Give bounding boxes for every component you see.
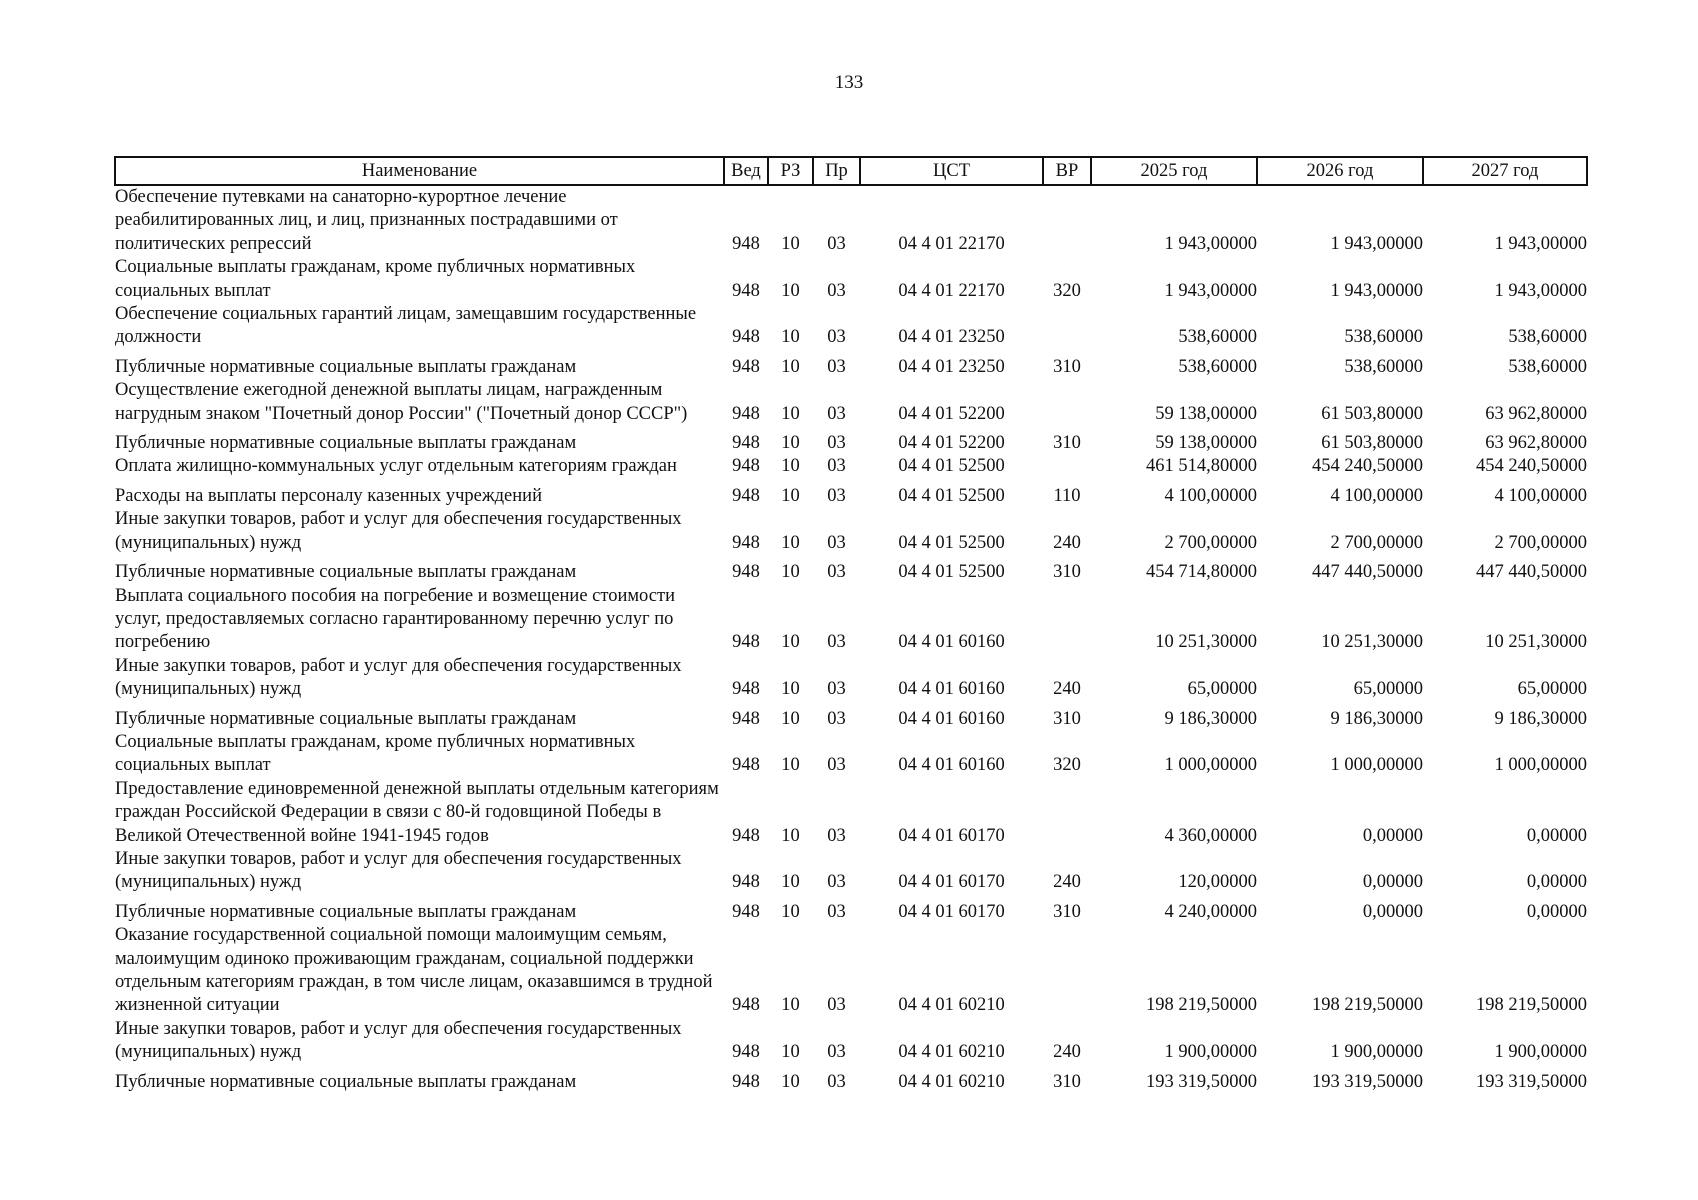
row-cst: 04 4 01 23250	[898, 356, 1005, 377]
row-2027: 193 319,50000	[1476, 1071, 1587, 1092]
row-rz: 10	[781, 280, 800, 301]
row-pr: 03	[827, 679, 846, 700]
row-cst: 04 4 01 60160	[898, 755, 1005, 776]
row-name: Социальные выплаты гражданам, кроме публичных нормативных социальных выплат	[115, 731, 636, 776]
row-2027: 9 186,30000	[1494, 708, 1587, 729]
row-pr: 03	[827, 233, 846, 254]
header-name: Наименование	[115, 157, 724, 185]
row-2026: 4 100,00000	[1330, 485, 1423, 506]
row-cst: 04 4 01 52500	[898, 562, 1005, 583]
row-2027: 4 100,00000	[1494, 485, 1587, 506]
header-cst: ЦСТ	[860, 157, 1043, 185]
header-2025: 2025 год	[1091, 157, 1257, 185]
row-vr	[1043, 379, 1091, 426]
row-2027: 454 240,50000	[1476, 456, 1587, 477]
table-row	[115, 426, 1587, 455]
row-2026: 10 251,30000	[1321, 632, 1423, 653]
row-2027: 0,00000	[1526, 825, 1587, 846]
row-cst: 04 4 01 60160	[898, 708, 1005, 729]
row-vr: 240	[1053, 1042, 1081, 1063]
row-rz: 10	[781, 632, 800, 653]
row-name: Публичные нормативные социальные выплаты гражданам	[115, 1071, 577, 1092]
table-row	[115, 1018, 1587, 1065]
row-rz: 10	[781, 1042, 800, 1063]
row-2025: 4 100,00000	[1164, 485, 1257, 506]
row-2026: 454 240,50000	[1312, 456, 1423, 477]
row-pr: 03	[827, 356, 846, 377]
row-cst: 04 4 01 60160	[898, 679, 1005, 700]
row-2025: 4 240,00000	[1164, 901, 1257, 922]
row-vr: 110	[1053, 485, 1081, 506]
row-cst: 04 4 01 60210	[898, 1071, 1005, 1092]
row-name: Публичные нормативные социальные выплаты гражданам	[115, 708, 577, 729]
row-pr: 03	[827, 403, 846, 424]
row-vr: 240	[1053, 532, 1081, 553]
row-ved: 948	[732, 356, 760, 377]
row-2026: 0,00000	[1362, 872, 1423, 893]
header-row	[115, 157, 1587, 185]
row-2026: 198 219,50000	[1312, 995, 1423, 1016]
row-vr: 310	[1053, 562, 1081, 583]
row-2025: 4 360,00000	[1164, 825, 1257, 846]
row-2025: 59 138,00000	[1155, 433, 1257, 454]
row-pr: 03	[827, 1071, 846, 1092]
row-rz: 10	[781, 872, 800, 893]
row-vr: 320	[1053, 755, 1081, 776]
row-pr: 03	[827, 456, 846, 477]
row-cst: 04 4 01 60170	[898, 825, 1005, 846]
row-2025: 1 000,00000	[1164, 755, 1257, 776]
row-2027: 538,60000	[1508, 327, 1587, 348]
row-name: Выплата социального пособия на погребение и возмещение стоимости услуг, предоставляемых согласно гарантированному перечню услуг по погребению	[115, 585, 675, 653]
row-name: Обеспечение путевками на санаторно-курортное лечение реабилитированных лиц, и лиц, признанных пострадавшими от политических репрессий	[115, 187, 618, 254]
row-vr	[1043, 778, 1091, 848]
row-2027: 65,00000	[1517, 679, 1587, 700]
row-pr: 03	[827, 485, 846, 506]
row-2027: 447 440,50000	[1476, 562, 1587, 583]
row-2025: 1 943,00000	[1164, 233, 1257, 254]
row-vr: 310	[1053, 708, 1081, 729]
row-rz: 10	[781, 532, 800, 553]
header-pr: Пр	[813, 157, 860, 185]
table-row	[115, 655, 1587, 702]
row-pr: 03	[827, 562, 846, 583]
row-vr	[1043, 585, 1091, 655]
row-rz: 10	[781, 679, 800, 700]
row-2026: 1 943,00000	[1330, 280, 1423, 301]
row-2026: 0,00000	[1362, 825, 1423, 846]
table-row	[115, 508, 1587, 555]
row-pr: 03	[827, 755, 846, 776]
row-pr: 03	[827, 901, 846, 922]
row-2025: 454 714,80000	[1146, 562, 1257, 583]
row-cst: 04 4 01 60170	[898, 872, 1005, 893]
row-ved: 948	[732, 280, 760, 301]
row-cst: 04 4 01 52500	[898, 532, 1005, 553]
row-cst: 04 4 01 60170	[898, 901, 1005, 922]
row-rz: 10	[781, 1071, 800, 1092]
table-row	[115, 924, 1587, 1018]
row-name: Иные закупки товаров, работ и услуг для обеспечения государственных (муниципальных) нужд	[115, 655, 682, 700]
row-2027: 2 700,00000	[1494, 532, 1587, 553]
table-row	[115, 702, 1587, 731]
table-row	[115, 455, 1587, 478]
header-2026: 2026 год	[1257, 157, 1423, 185]
row-2025: 193 319,50000	[1146, 1071, 1257, 1092]
row-rz: 10	[781, 233, 800, 254]
row-2025: 9 186,30000	[1164, 708, 1257, 729]
row-2027: 10 251,30000	[1485, 632, 1587, 653]
row-ved: 948	[732, 679, 760, 700]
row-ved: 948	[732, 632, 760, 653]
row-rz: 10	[781, 562, 800, 583]
row-cst: 04 4 01 60210	[898, 995, 1005, 1016]
row-2027: 1 900,00000	[1494, 1042, 1587, 1063]
row-2025: 2 700,00000	[1164, 532, 1257, 553]
row-2025: 538,60000	[1178, 356, 1257, 377]
row-ved: 948	[732, 233, 760, 254]
row-name: Публичные нормативные социальные выплаты гражданам	[115, 356, 577, 377]
row-vr: 240	[1053, 872, 1081, 893]
row-cst: 04 4 01 52200	[898, 433, 1005, 454]
row-2027: 1 943,00000	[1494, 233, 1587, 254]
row-2027: 0,00000	[1526, 872, 1587, 893]
row-2026: 1 000,00000	[1330, 755, 1423, 776]
row-pr: 03	[827, 280, 846, 301]
row-ved: 948	[732, 995, 760, 1016]
table-row	[115, 585, 1587, 655]
table-row	[115, 379, 1587, 426]
row-vr: 310	[1053, 433, 1081, 454]
row-name: Иные закупки товаров, работ и услуг для обеспечения государственных (муниципальных) нужд	[115, 848, 682, 893]
row-2027: 538,60000	[1508, 356, 1587, 377]
row-cst: 04 4 01 52500	[898, 485, 1005, 506]
header-rz: РЗ	[768, 157, 813, 185]
row-rz: 10	[781, 403, 800, 424]
row-ved: 948	[732, 562, 760, 583]
row-2025: 1 900,00000	[1164, 1042, 1257, 1063]
row-ved: 948	[732, 485, 760, 506]
row-vr: 320	[1053, 280, 1081, 301]
table-row	[115, 350, 1587, 379]
table-row	[115, 479, 1587, 508]
row-vr	[1043, 303, 1091, 350]
row-rz: 10	[781, 901, 800, 922]
row-vr: 310	[1053, 901, 1081, 922]
header-ved: Вед	[724, 157, 768, 185]
row-ved: 948	[732, 901, 760, 922]
row-pr: 03	[827, 995, 846, 1016]
row-2026: 61 503,80000	[1321, 433, 1423, 454]
row-2025: 59 138,00000	[1155, 403, 1257, 424]
row-pr: 03	[827, 532, 846, 553]
row-2026: 2 700,00000	[1330, 532, 1423, 553]
row-cst: 04 4 01 52500	[898, 456, 1005, 477]
row-name: Оказание государственной социальной помощи малоимущим семьям, малоимущим одиноко проживающим гражданам, социальной поддержки отдельным категориям граждан, в том числе лицам, оказавшимся в трудной жизненной ситуации	[115, 925, 713, 1016]
row-ved: 948	[732, 433, 760, 454]
table-row	[115, 256, 1587, 303]
header-vr: ВР	[1043, 157, 1091, 185]
row-2026: 61 503,80000	[1321, 403, 1423, 424]
row-cst: 04 4 01 52200	[898, 403, 1005, 424]
row-2027: 198 219,50000	[1476, 995, 1587, 1016]
row-cst: 04 4 01 22170	[898, 280, 1005, 301]
row-vr: 240	[1053, 679, 1081, 700]
row-name: Публичные нормативные социальные выплаты гражданам	[115, 562, 577, 583]
row-ved: 948	[732, 825, 760, 846]
row-ved: 948	[732, 755, 760, 776]
row-2025: 10 251,30000	[1155, 632, 1257, 653]
row-2026: 1 900,00000	[1330, 1042, 1423, 1063]
row-rz: 10	[781, 995, 800, 1016]
row-2026: 9 186,30000	[1330, 708, 1423, 729]
row-2026: 538,60000	[1344, 327, 1423, 348]
row-rz: 10	[781, 755, 800, 776]
row-name: Предоставление единовременной денежной выплаты отдельным категориям граждан Российской Федерации в связи с 80-й годовщиной Победы в Великой Отечественной войне 1941-1945 годов	[115, 778, 719, 846]
row-2027: 1 943,00000	[1494, 280, 1587, 301]
row-2025: 1 943,00000	[1164, 280, 1257, 301]
table-row	[115, 555, 1587, 584]
row-ved: 948	[732, 1042, 760, 1063]
row-2025: 538,60000	[1178, 327, 1257, 348]
header-2027: 2027 год	[1423, 157, 1587, 185]
row-cst: 04 4 01 22170	[898, 233, 1005, 254]
row-2025: 461 514,80000	[1146, 456, 1257, 477]
row-rz: 10	[781, 456, 800, 477]
row-pr: 03	[827, 708, 846, 729]
row-ved: 948	[732, 532, 760, 553]
row-rz: 10	[781, 485, 800, 506]
row-2027: 1 000,00000	[1494, 755, 1587, 776]
row-name: Иные закупки товаров, работ и услуг для обеспечения государственных (муниципальных) нужд	[115, 1018, 682, 1063]
row-ved: 948	[732, 708, 760, 729]
table-header	[115, 157, 1587, 185]
row-name: Оплата жилищно-коммунальных услуг отдельным категориям граждан	[115, 456, 677, 477]
table-row	[115, 303, 1587, 350]
row-name: Иные закупки товаров, работ и услуг для обеспечения государственных (муниципальных) нужд	[115, 509, 682, 553]
row-name: Публичные нормативные социальные выплаты гражданам	[115, 901, 577, 922]
row-rz: 10	[781, 356, 800, 377]
row-2026: 193 319,50000	[1312, 1071, 1423, 1092]
row-2025: 198 219,50000	[1146, 995, 1257, 1016]
row-name: Публичные нормативные социальные выплаты гражданам	[115, 433, 577, 454]
budget-table	[114, 156, 1588, 1094]
row-vr: 310	[1053, 356, 1081, 377]
row-rz: 10	[781, 825, 800, 846]
row-pr: 03	[827, 1042, 846, 1063]
row-2025: 120,00000	[1178, 872, 1257, 893]
row-pr: 03	[827, 632, 846, 653]
row-pr: 03	[827, 825, 846, 846]
row-cst: 04 4 01 60160	[898, 632, 1005, 653]
row-2027: 63 962,80000	[1485, 433, 1587, 454]
row-2027: 63 962,80000	[1485, 403, 1587, 424]
row-2026: 1 943,00000	[1330, 233, 1423, 254]
row-ved: 948	[732, 872, 760, 893]
row-name: Осуществление ежегодной денежной выплаты лицам, награжденным нагрудным знаком "Почетный донор России" ("Почетный донор СССР")	[115, 380, 688, 424]
row-2026: 447 440,50000	[1312, 562, 1423, 583]
row-name: Социальные выплаты гражданам, кроме публичных нормативных социальных выплат	[115, 257, 636, 301]
row-vr	[1043, 924, 1091, 1018]
table-row	[115, 1065, 1587, 1094]
row-vr	[1043, 185, 1091, 256]
row-name: Расходы на выплаты персоналу казенных учреждений	[115, 485, 542, 506]
row-ved: 948	[732, 1071, 760, 1092]
table-body	[115, 185, 1587, 1094]
row-cst: 04 4 01 23250	[898, 327, 1005, 348]
row-pr: 03	[827, 433, 846, 454]
row-2027: 0,00000	[1526, 901, 1587, 922]
table-row	[115, 895, 1587, 924]
row-rz: 10	[781, 433, 800, 454]
table-row	[115, 778, 1587, 848]
row-2026: 538,60000	[1344, 356, 1423, 377]
row-2025: 65,00000	[1187, 679, 1257, 700]
table-row	[115, 185, 1587, 256]
row-ved: 948	[732, 403, 760, 424]
row-ved: 948	[732, 456, 760, 477]
row-pr: 03	[827, 872, 846, 893]
table-row	[115, 848, 1587, 895]
row-vr: 310	[1053, 1071, 1081, 1092]
row-vr	[1043, 455, 1091, 478]
row-rz: 10	[781, 708, 800, 729]
table-row	[115, 731, 1587, 778]
row-pr: 03	[827, 327, 846, 348]
row-rz: 10	[781, 327, 800, 348]
row-ved: 948	[732, 327, 760, 348]
row-2026: 0,00000	[1362, 901, 1423, 922]
row-cst: 04 4 01 60210	[898, 1042, 1005, 1063]
page-number: 133	[834, 72, 864, 93]
row-2026: 65,00000	[1353, 679, 1423, 700]
row-name: Обеспечение социальных гарантий лицам, замещавшим государственные должности	[115, 304, 697, 348]
